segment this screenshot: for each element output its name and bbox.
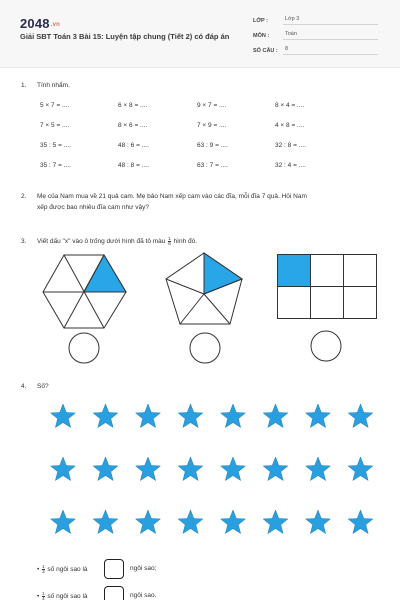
calc-cell: 9 × 7 = .... [197,102,227,109]
star-icon [348,510,373,534]
meta-value-count: 8 [283,46,378,55]
question-number: 4. [21,383,27,390]
star-icon [136,510,161,534]
calc-cell: 63 : 7 = .... [197,162,228,169]
unit-label: ngôi sao; [130,565,157,572]
star-grid [48,402,378,542]
question-prompt-after: hình đó. [173,238,198,246]
calc-cell: 35 : 7 = .... [40,162,71,169]
document-title: Giải SBT Toán 3 Bài 15: Luyện tập chung (Tiết 2) có đáp án [20,32,230,41]
star-icon [263,510,288,534]
star-icon [221,510,246,534]
star-icon [136,404,161,428]
calc-cell: 8 × 4 = .... [275,102,305,109]
star-icon [306,404,331,428]
question-number: 1. [21,82,27,89]
grid-shaded-cell [278,255,311,287]
star-icon [51,457,76,481]
calc-cell: 32 : 4 = .... [275,162,306,169]
answer-box-one-third[interactable] [104,559,124,579]
fraction-one-third: $\frac{1}{3}$ [42,564,45,574]
star-icon [93,457,118,481]
star-icon [93,404,118,428]
star-icon [178,404,203,428]
star-icon [221,404,246,428]
bullet-one-quarter: • $\frac{1}{4}$ số ngôi sao là [37,591,88,600]
fraction-one-sixth: $\frac{1}{6}$ [168,236,171,246]
calc-cell: 7 × 9 = .... [197,122,227,129]
star-icon [263,404,288,428]
answer-circle-pentagon[interactable] [188,331,222,365]
hexagon-figure [40,252,130,332]
star-icon [263,457,288,481]
meta-value-subject: Toán [283,31,378,40]
answer-circle-grid[interactable] [309,329,343,363]
question-2-line1: Mẹ của Nam mua về 21 quả cam. Mẹ bảo Nam xếp cam vào các đĩa, mỗi đĩa 7 quả. Hỏi Nam [37,193,307,200]
star-icon [178,457,203,481]
question-prompt-before: Viết dấu "x" vào ô trống dưới hình đã tô màu [37,238,166,246]
calc-cell: 48 : 8 = .... [118,162,149,169]
calc-cell: 6 × 8 = .... [118,102,148,109]
meta-label-count: SỐ CÂU : [253,48,278,54]
bullet-one-third: • $\frac{1}{3}$ số ngôi sao là [37,564,88,574]
calc-cell: 4 × 8 = .... [275,122,305,129]
calc-cell: 63 : 9 = .... [197,142,228,149]
star-icon [221,457,246,481]
question-prompt: Số? [37,383,49,390]
calc-cell: 8 × 6 = .... [118,122,148,129]
question-2-line2: xếp được bao nhiêu đĩa cam như vậy? [37,204,149,211]
answer-circle-hexagon[interactable] [67,331,101,365]
question-1 [21,82,70,89]
star-icon [51,404,76,428]
site-logo[interactable]: 2048.vn [20,16,61,31]
question-3 [21,237,197,246]
answer-box-one-quarter[interactable] [104,586,124,600]
star-icon [306,510,331,534]
calc-cell: 48 : 6 = .... [118,142,149,149]
calc-cell: 35 : 5 = .... [40,142,71,149]
pentagon-figure [162,250,252,330]
meta-label-subject: MÔN : [253,33,270,39]
calc-cell: 5 × 7 = .... [40,102,70,109]
calc-cell: 32 : 8 = .... [275,142,306,149]
fraction-one-quarter: $\frac{1}{4}$ [42,591,45,600]
star-icon [348,404,373,428]
question-4 [21,383,49,390]
calc-cell: 7 × 5 = .... [40,122,70,129]
question-2-number: 2. [21,193,27,200]
star-icon [348,457,373,481]
star-icon [93,510,118,534]
star-icon [306,457,331,481]
star-icon [136,457,161,481]
meta-value-grade: Lớp 3 [283,16,378,25]
unit-label: ngôi sao. [130,592,157,599]
star-icon [178,510,203,534]
grid-figure [277,254,377,320]
star-icon [51,510,76,534]
question-prompt: Tính nhẩm. [37,82,70,89]
question-number: 3. [21,238,27,246]
page-header [0,0,400,68]
meta-label-grade: LỚP : [253,18,268,24]
